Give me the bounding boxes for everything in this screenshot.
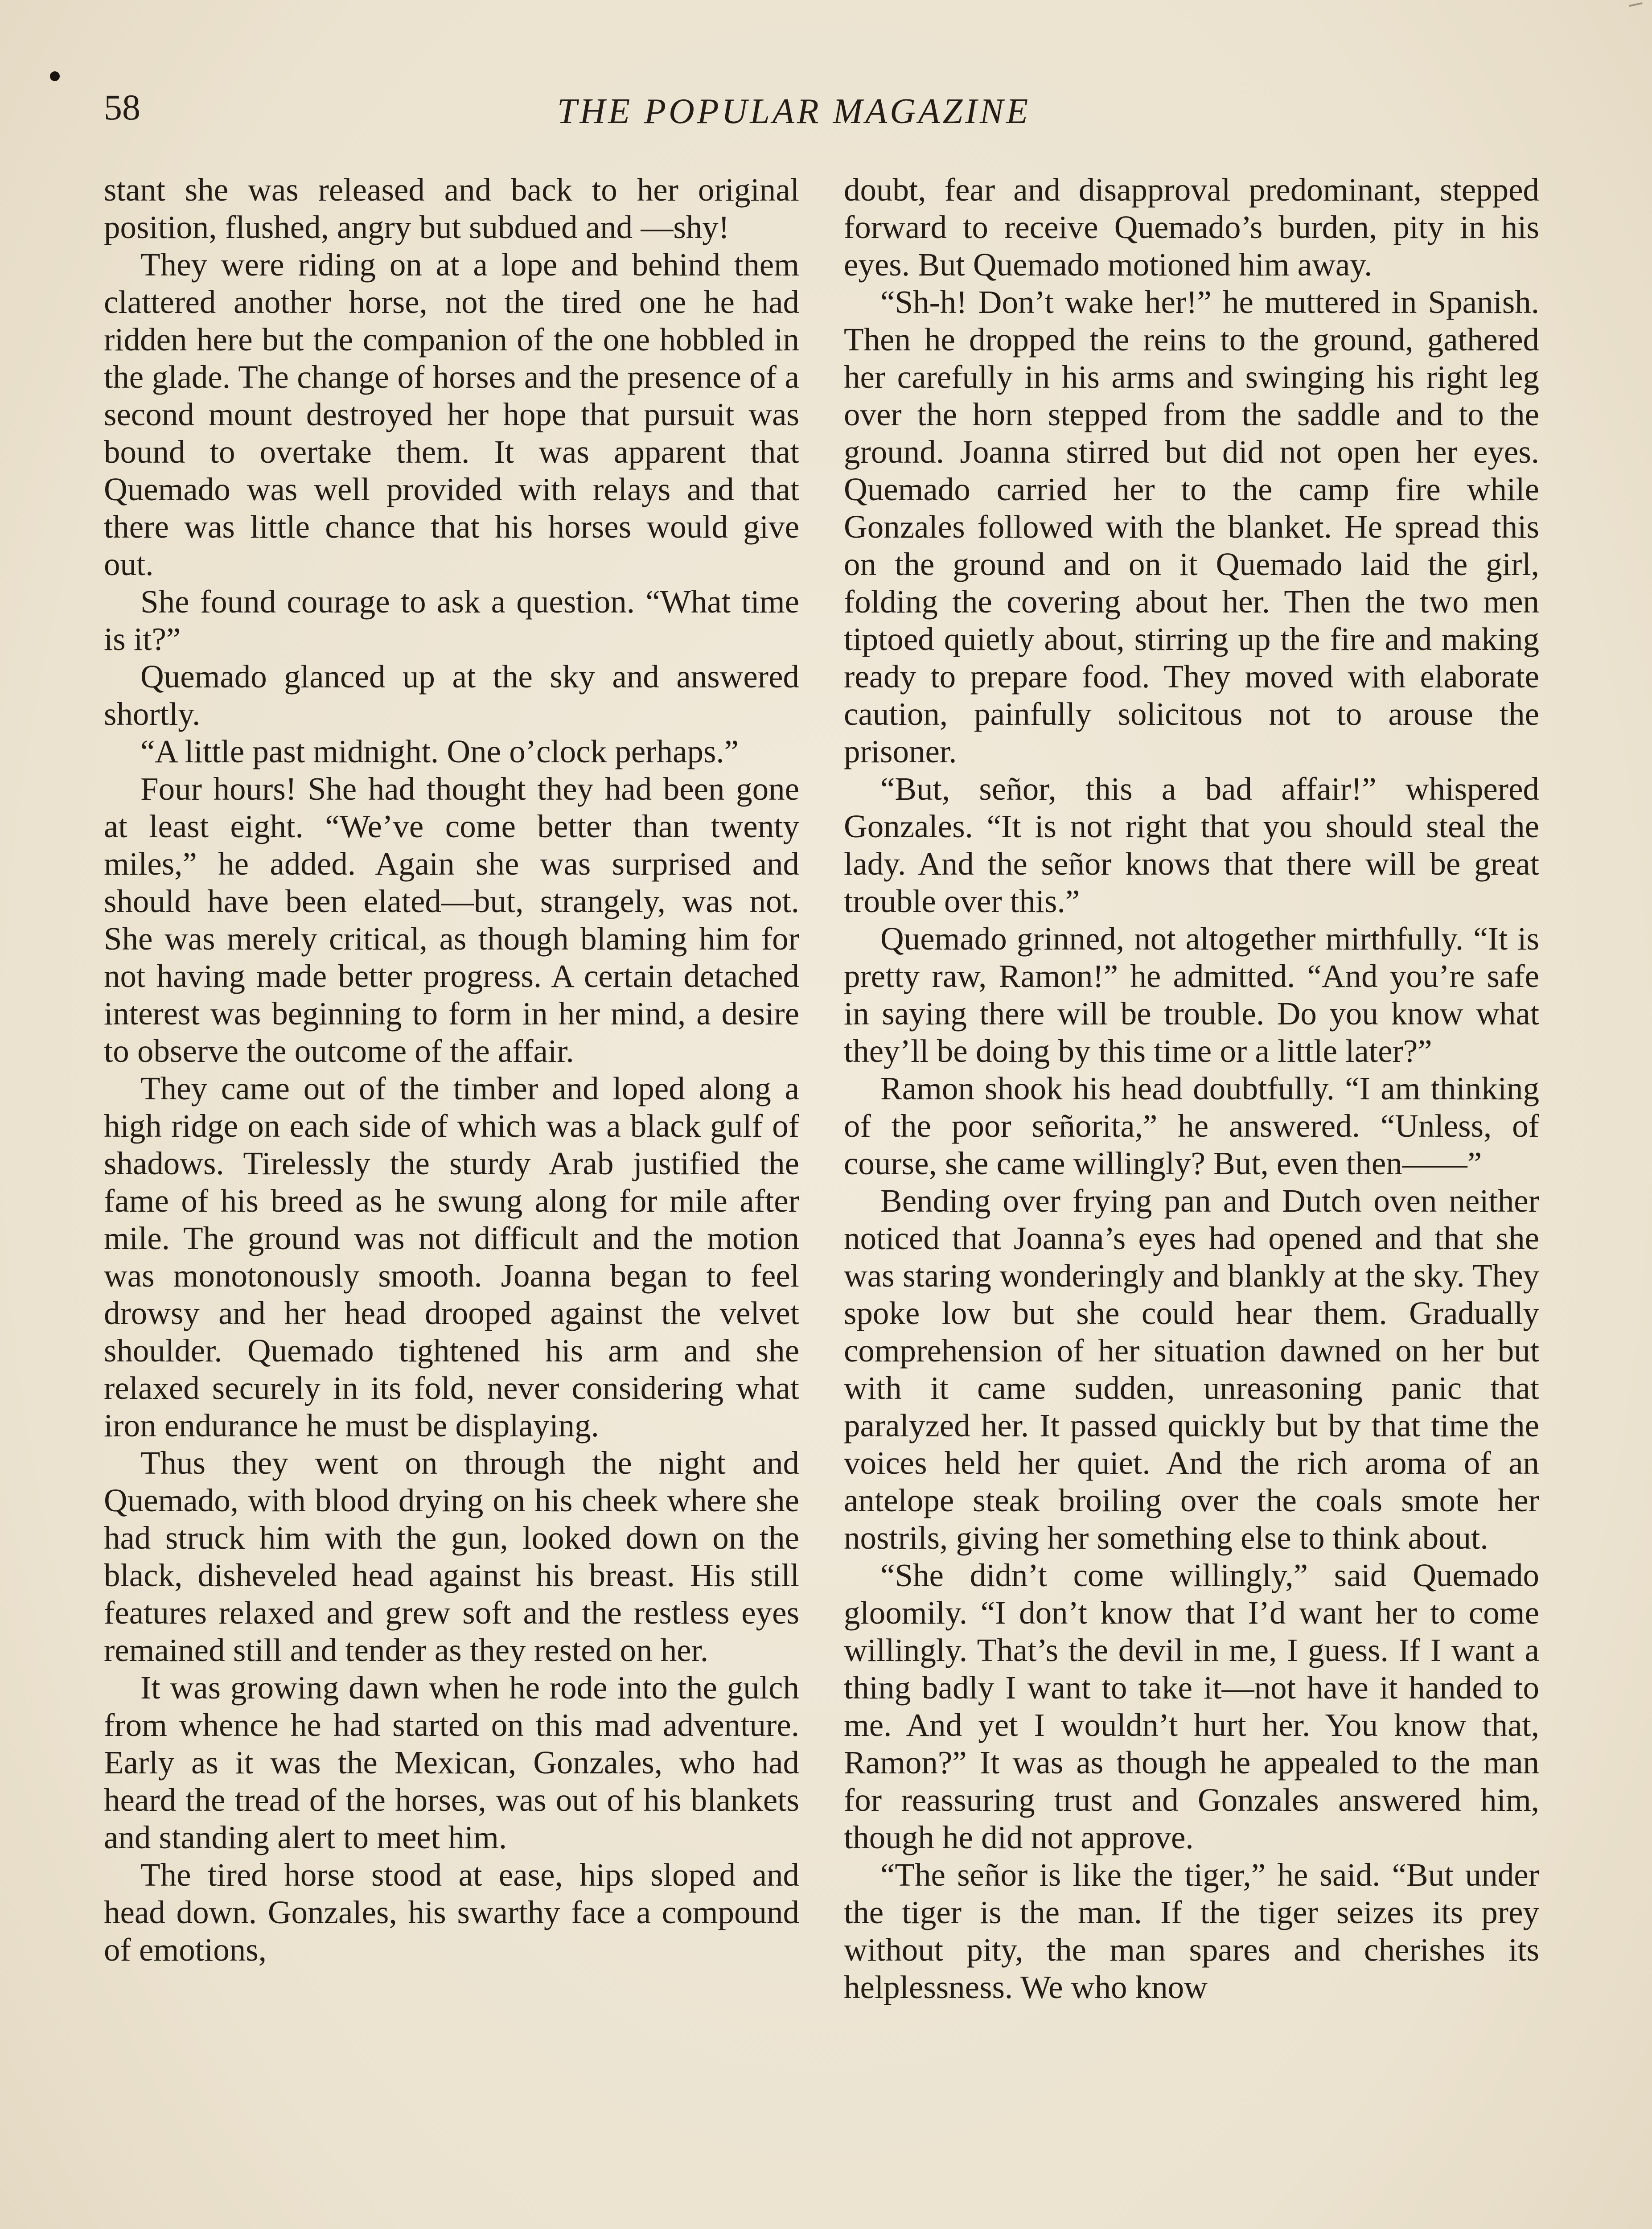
paragraph: They came out of the timber and loped along a high ridge on each side of which was a black gulf of shadows. Tirelessly the sturdy Arab justified the fame of his breed as he swung along for mile after mile. The ground was not difficult and the motion was monotonously smooth. Joanna began to feel drowsy and her head drooped against the velvet shoulder. Quemado tightened his arm and she relaxed securely in its fold, never considering what iron endurance he must be displaying. (104, 1070, 799, 1444)
ink-dot (50, 71, 60, 81)
paragraph: Thus they went on through the night and Quemado, with blood drying on his cheek where she had struck him with the gun, looked down on the black, disheveled head against his breast. His still features relaxed and grew soft and the restless eyes remained still and tender as they rested on her. (104, 1445, 799, 1668)
paragraph: Quemado glanced up at the sky and answered shortly. (104, 658, 799, 732)
right-column (844, 171, 1539, 2006)
paragraph: stant she was released and back to her original position, flushed, angry but subdued and —shy! (104, 172, 799, 245)
paragraph: The tired horse stood at ease, hips sloped and head down. Gonzales, his swarthy face a compound of emotions, (104, 1857, 799, 1968)
paragraph: They were riding on at a lope and behind them clattered another horse, not the tired one he had ridden here but the companion of the one hobbled in the glade. The change of horses and the presence of a second mount destroyed her hope that pursuit was bound to overtake them. It was apparent that Quemado was well provided with relays and that there was little chance that his horses would give out. (104, 247, 799, 582)
paragraph: “A little past midnight. One o’clock perhaps.” (140, 733, 739, 769)
page-number: 58 (104, 87, 140, 127)
paragraph: “She didn’t come willingly,” said Quemado gloomily. “I don’t know that I’d want her to come willingly. That’s the devil in me, I guess. If I want a thing badly I want to take it—not have it handed to me. And yet I wouldn’t hurt her. You know that, Ramon?” It was as though he appealed to the man for reassuring trust and Gonzales answered him, though he did not approve. (844, 1557, 1539, 1855)
paragraph: “The señor is like the tiger,” he said. “But under the tiger is the man. If the tiger seizes its prey without pity, the man spares and cherishes its helplessness. We who know (844, 1857, 1539, 2005)
paragraph: Ramon shook his head doubtfully. “I am thinking of the poor señorita,” he answered. “Unless, of course, she came willingly? But, even then——” (844, 1070, 1539, 1181)
paragraph: doubt, fear and disapproval predominant, stepped forward to receive Quemado’s burden, pity in his eyes. But Quemado motioned him away. (844, 172, 1539, 283)
corner-mark (1629, 2, 1644, 13)
paragraph: Bending over frying pan and Dutch oven neither noticed that Joanna’s eyes had opened and that she was staring wonderingly and blankly at the sky. They spoke low but she could hear them. Gradually comprehension of her situation dawned on her but with it came sudden, unreasoning panic that paralyzed her. It passed quickly but by that time the voices held her quiet. And the rich aroma of an antelope steak broiling over the coals smote her nostrils, giving her something else to think about. (844, 1183, 1539, 1556)
running-title: THE POPULAR MAGAZINE (557, 92, 1031, 131)
paragraph: Quemado grinned, not altogether mirthfully. “It is pretty raw, Ramon!” he admitted. “And you’re safe in saying there will be trouble. Do you know what they’ll be doing by this time or a little later?” (844, 921, 1539, 1069)
left-column (104, 171, 799, 1969)
paragraph: She found courage to ask a question. “What time is it?” (104, 584, 799, 657)
paragraph: “But, señor, this a bad affair!” whispered Gonzales. “It is not right that you should steal the lady. And the señor knows that there will be great trouble over this.” (844, 771, 1539, 919)
paragraph: It was growing dawn when he rode into the gulch from whence he had started on this mad adventure. Early as it was the Mexican, Gonzales, who had heard the tread of the horses, was out of his blankets and standing alert to meet him. (104, 1670, 799, 1855)
paragraph: “Sh-h! Don’t wake her!” he muttered in Spanish. Then he dropped the reins to the ground, gathered her carefully in his arms and swinging his right leg over the horn stepped from the saddle and to the ground. Joanna stirred but did not open her eyes. Quemado carried her to the camp fire while Gonzales followed with the blanket. He spread this on the ground and on it Quemado laid the girl, folding the covering about her. Then the two men tiptoed quietly about, stirring up the fire and making ready to prepare food. They moved with elaborate caution, painfully solicitous not to arouse the prisoner. (844, 284, 1539, 769)
paragraph: Four hours! She had thought they had been gone at least eight. “We’ve come better than twenty miles,” he added. Again she was surprised and should have been elated—but, strangely, was not. She was merely critical, as though blaming him for not having made better progress. A certain detached interest was beginning to form in her mind, a desire to observe the outcome of the affair. (104, 771, 799, 1069)
